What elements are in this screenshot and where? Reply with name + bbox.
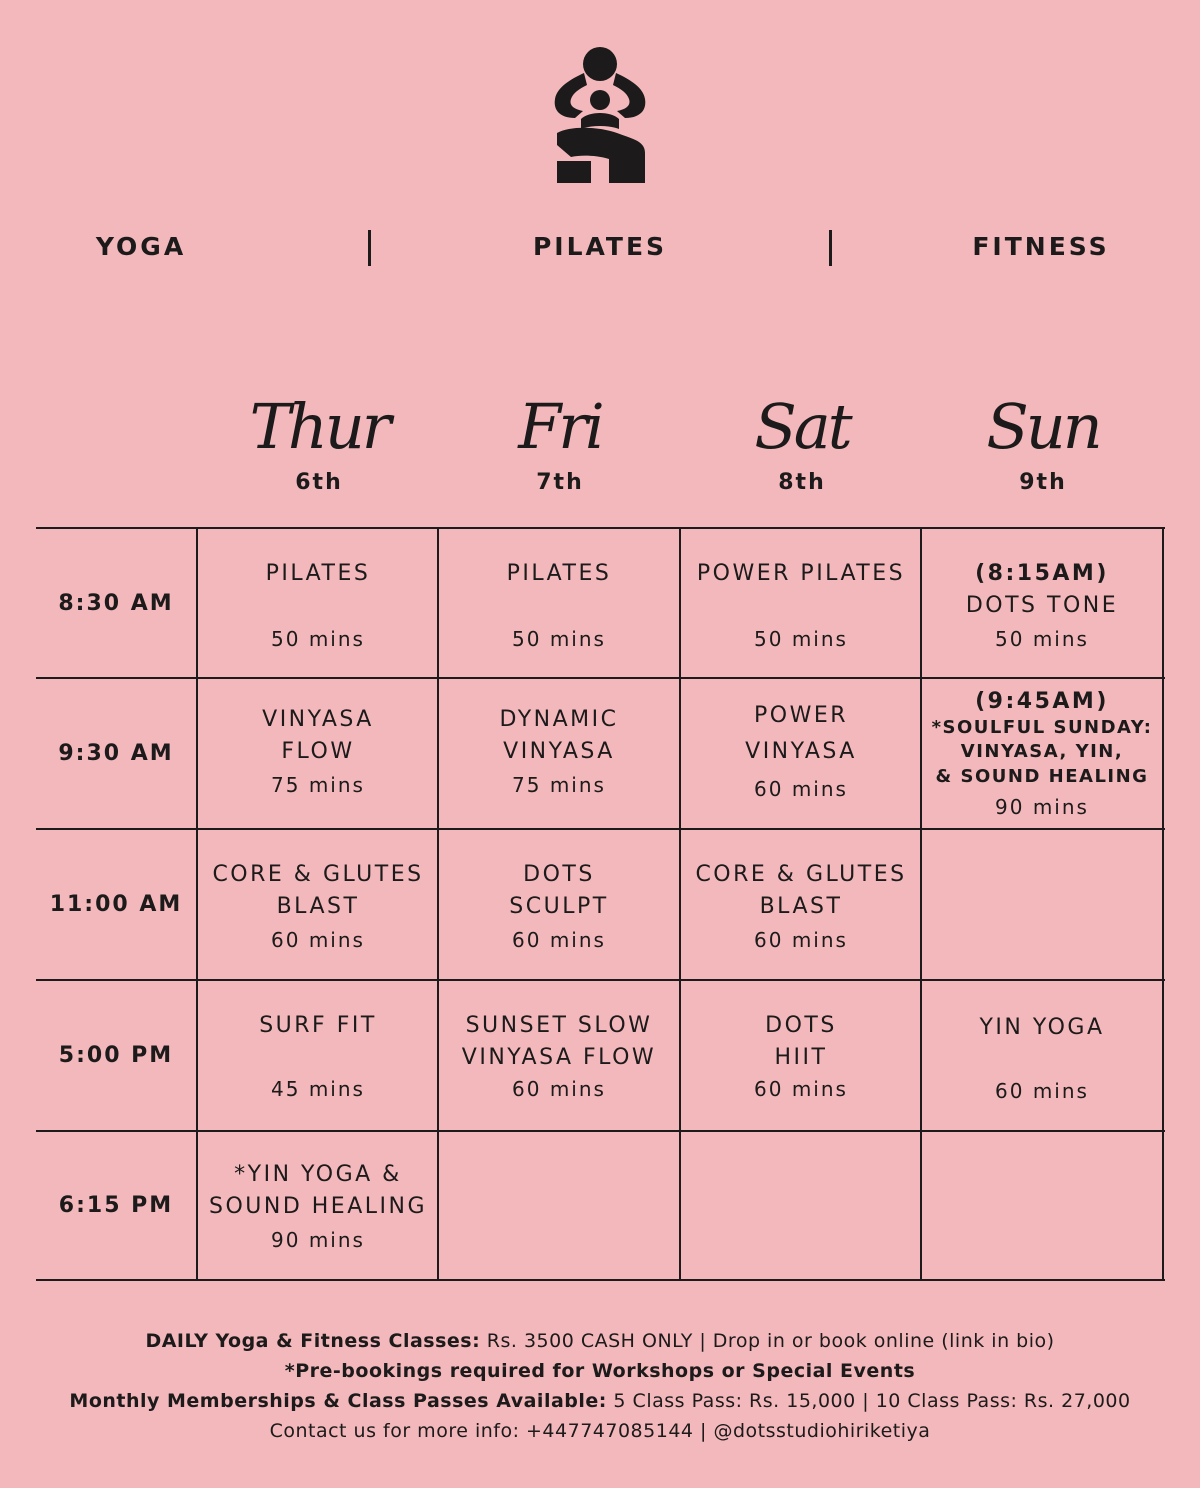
class-cell xyxy=(198,529,438,677)
time-slot: 6:15 PM xyxy=(58,1193,174,1218)
class-cell xyxy=(439,679,679,828)
class-cell xyxy=(198,830,438,979)
category-pilates: PILATES xyxy=(532,232,668,261)
class-duration: 75 mins xyxy=(271,773,365,797)
class-name: DYNAMIC xyxy=(499,707,619,732)
day-name: Fri xyxy=(518,390,602,463)
time-slot: 5:00 PM xyxy=(58,1043,174,1068)
class-name: SCULPT xyxy=(509,894,609,919)
class-cell xyxy=(439,830,679,979)
category-divider xyxy=(368,230,371,266)
class-duration: 60 mins xyxy=(995,1079,1089,1103)
class-cell xyxy=(681,679,921,828)
class-name: SUNSET SLOW xyxy=(465,1013,653,1038)
day-date: 7th xyxy=(536,470,584,495)
category-divider xyxy=(829,230,832,266)
class-name: *YIN YOGA & xyxy=(234,1162,402,1187)
class-cell xyxy=(681,529,921,677)
day-date: 9th xyxy=(1019,470,1067,495)
grid-line xyxy=(1162,527,1164,1281)
class-duration: 50 mins xyxy=(754,627,848,651)
day-header-thur xyxy=(198,390,440,495)
class-cell xyxy=(439,529,679,677)
class-cell xyxy=(198,679,438,828)
footer-label: Monthly Memberships & Class Passes Available: xyxy=(69,1390,607,1412)
class-cell xyxy=(681,981,921,1130)
footer-label: DAILY Yoga & Fitness Classes: xyxy=(145,1330,481,1352)
time-slot: 11:00 AM xyxy=(49,892,183,917)
class-duration: 60 mins xyxy=(754,1077,848,1101)
footer-text: Rs. 3500 CASH ONLY | Drop in or book online (link in bio) xyxy=(486,1330,1055,1352)
day-name: Sat xyxy=(754,390,850,463)
class-name: DOTS TONE xyxy=(965,593,1119,618)
class-name: POWER PILATES xyxy=(696,561,906,586)
schedule-table xyxy=(36,527,1165,1281)
footer-line-memberships xyxy=(0,1386,1200,1416)
footer-line-pricing xyxy=(0,1326,1200,1356)
day-date: 8th xyxy=(778,470,826,495)
footer-line-contact: Contact us for more info: +447747085144 | @dotsstudiohiriketiya xyxy=(269,1420,931,1442)
class-cell xyxy=(922,529,1162,677)
class-name: VINYASA xyxy=(262,707,374,732)
class-name: & SOUND HEALING xyxy=(935,766,1149,787)
class-cell xyxy=(198,981,438,1130)
class-duration: 60 mins xyxy=(512,1077,606,1101)
day-name: Sun xyxy=(986,390,1100,463)
class-time-note: (9:45AM) xyxy=(975,689,1109,714)
footer-line-prebooking: *Pre-bookings required for Workshops or Special Events xyxy=(284,1360,916,1382)
class-name: BLAST xyxy=(276,894,360,919)
category-yoga: YOGA xyxy=(95,232,187,261)
dots-studio-logo xyxy=(551,45,649,187)
class-duration: 75 mins xyxy=(512,773,606,797)
class-cell xyxy=(198,1132,438,1279)
class-name: CORE & GLUTES xyxy=(212,862,424,887)
class-name: VINYASA FLOW xyxy=(461,1045,657,1070)
class-cell xyxy=(439,981,679,1130)
class-duration: 90 mins xyxy=(995,795,1089,819)
class-cell xyxy=(922,981,1162,1130)
class-name: PILATES xyxy=(265,561,371,586)
class-name: CORE & GLUTES xyxy=(695,862,907,887)
class-cell xyxy=(922,679,1162,828)
day-header-sat xyxy=(681,390,923,495)
class-cell xyxy=(681,830,921,979)
class-duration: 60 mins xyxy=(512,928,606,952)
class-name: DOTS xyxy=(765,1013,837,1038)
class-time-note: (8:15AM) xyxy=(975,561,1109,586)
class-name: VINYASA, YIN, xyxy=(960,741,1124,762)
class-name: YIN YOGA xyxy=(979,1015,1105,1040)
class-name: VINYASA xyxy=(745,739,857,764)
class-name: SOUND HEALING xyxy=(208,1194,428,1219)
day-name: Thur xyxy=(249,390,389,463)
grid-line xyxy=(36,1279,1165,1281)
day-date: 6th xyxy=(295,470,343,495)
class-duration: 90 mins xyxy=(271,1228,365,1252)
class-name: FLOW xyxy=(281,739,355,764)
class-name: DOTS xyxy=(523,862,595,887)
class-name: VINYASA xyxy=(503,739,615,764)
footer-text: 5 Class Pass: Rs. 15,000 | 10 Class Pass: Rs. 27,000 xyxy=(613,1390,1131,1412)
time-slot: 8:30 AM xyxy=(58,590,174,616)
class-name: BLAST xyxy=(759,894,843,919)
class-name: POWER xyxy=(753,703,849,728)
class-duration: 45 mins xyxy=(271,1077,365,1101)
footer-info xyxy=(0,1326,1200,1446)
class-duration: 50 mins xyxy=(512,627,606,651)
class-duration: 60 mins xyxy=(754,777,848,801)
class-name: SURF FIT xyxy=(259,1013,377,1038)
class-name: PILATES xyxy=(506,561,612,586)
class-duration: 60 mins xyxy=(271,928,365,952)
time-slot: 9:30 AM xyxy=(58,741,174,766)
class-name: HIIT xyxy=(774,1045,828,1070)
class-duration: 50 mins xyxy=(271,627,365,651)
category-fitness: FITNESS xyxy=(972,232,1110,261)
class-duration: 60 mins xyxy=(754,928,848,952)
day-header-sun xyxy=(922,390,1164,495)
class-duration: 50 mins xyxy=(995,627,1089,651)
day-header-fri xyxy=(439,390,681,495)
class-name: *SOULFUL SUNDAY: xyxy=(931,717,1153,738)
